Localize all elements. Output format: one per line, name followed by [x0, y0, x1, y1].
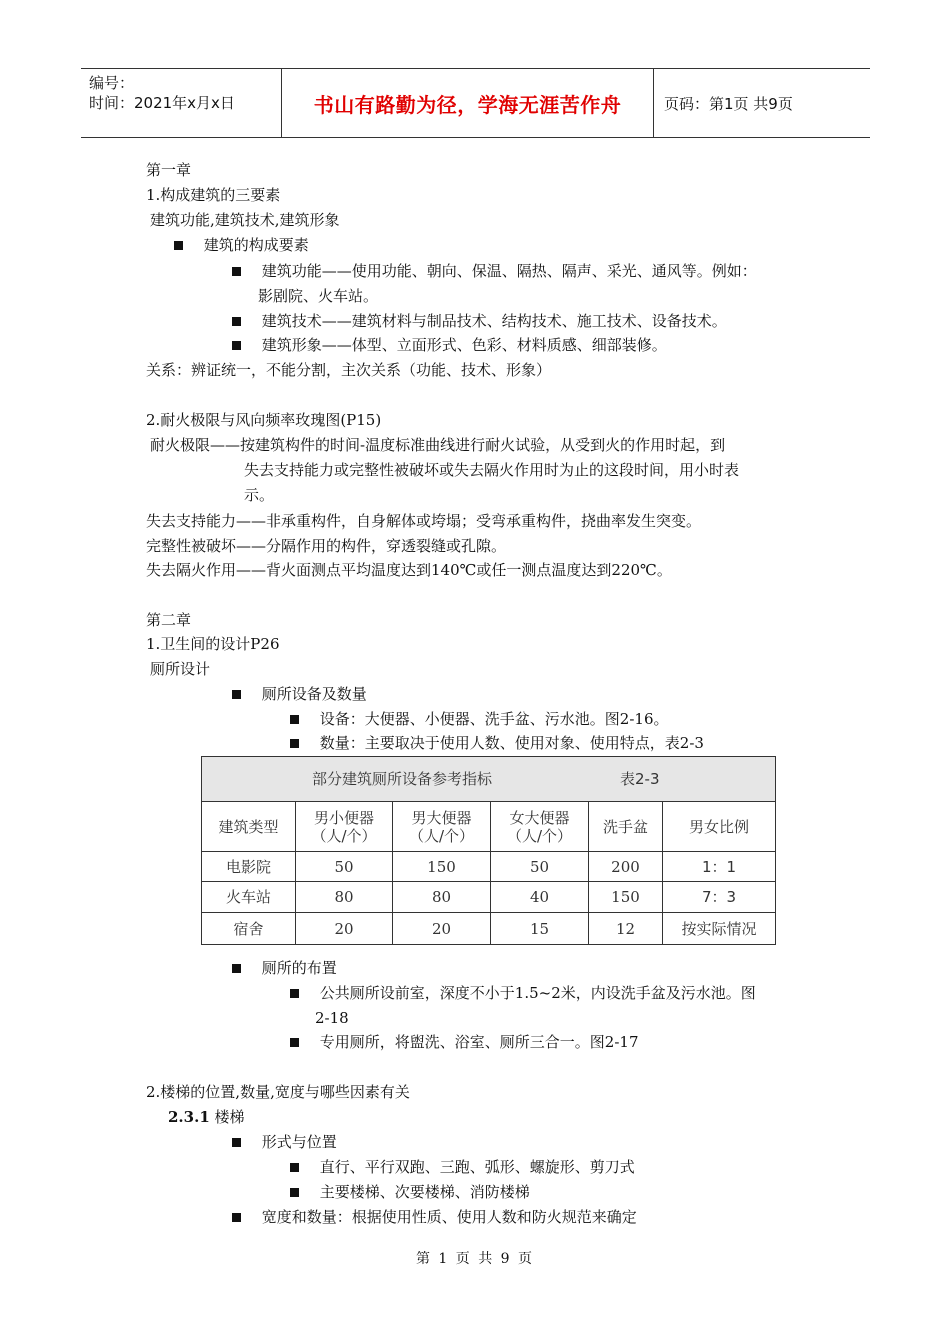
square-bullet-icon [290, 989, 299, 998]
bullet-item [290, 709, 668, 729]
section-heading: 2.楼梯的位置,数量,宽度与哪些因素有关 [146, 1083, 410, 1101]
square-bullet-icon [232, 317, 241, 326]
square-bullet-icon [232, 341, 241, 350]
number-label: 编号： [89, 74, 135, 92]
bullet-item [232, 311, 727, 331]
text-line: 建筑功能,建筑技术,建筑形象 [150, 211, 340, 229]
bullet-item [290, 1032, 638, 1052]
text-line: 影剧院、火车站。 [258, 287, 379, 305]
bullet-text: 建筑的构成要素 [203, 236, 309, 254]
table-header-cell: 男女比例 [688, 817, 749, 836]
square-bullet-icon [290, 739, 299, 748]
bullet-text: 主要楼梯、次要楼梯、消防楼梯 [319, 1183, 530, 1201]
subsection-heading [168, 1107, 245, 1127]
motto-text: 书山有路勤为径，学海无涯苦作舟 [313, 92, 622, 117]
table-header-cell: 男小便器 （人/个） [311, 808, 377, 845]
table-title: 部分建筑厕所设备参考指标 [312, 770, 493, 788]
square-bullet-icon [290, 1038, 299, 1047]
bullet-text: 数量：主要取决于使用人数、使用对象、使用特点，表2-3 [319, 734, 704, 752]
table-cell: 宿舍 [233, 919, 264, 938]
square-bullet-icon [290, 1188, 299, 1197]
square-bullet-icon [290, 1163, 299, 1172]
table-cell: 火车站 [225, 888, 271, 906]
bullet-text: 宽度和数量：根据使用性质、使用人数和防火规范来确定 [261, 1208, 637, 1226]
text-line: 厕所设计 [150, 660, 211, 678]
table-cell: 15 [529, 919, 550, 938]
table-number: 表2-3 [620, 770, 660, 788]
bullet-text: 厕所设备及数量 [261, 685, 367, 703]
bullet-item [232, 261, 757, 281]
square-bullet-icon [232, 964, 241, 973]
table-cell: 20 [334, 919, 354, 938]
table-header-cell: 洗手盆 [602, 817, 648, 836]
text-line: 失去支持能力——非承重构件，自身解体或垮塌；受弯承重构件，挠曲率发生突变。 [146, 512, 702, 530]
text-line: 关系：辨证统一，不能分割，主次关系（功能、技术、形象） [146, 361, 552, 379]
table-cell: 7：3 [701, 888, 737, 906]
table-cell: 20 [431, 919, 452, 938]
page-header [81, 68, 870, 138]
bullet-text: 形式与位置 [261, 1133, 337, 1151]
bullet-item [232, 958, 337, 978]
table-cell: 1：1 [701, 857, 737, 876]
square-bullet-icon [232, 1138, 241, 1147]
toilet-fixtures-table [201, 756, 776, 945]
text-line: 2-18 [315, 1009, 349, 1027]
page-footer: 第 1 页 共 9 页 [415, 1251, 535, 1267]
bullet-text: 建筑形象——体型、立面形式、色彩、材料质感、细部装修。 [261, 336, 667, 354]
table-cell: 按实际情况 [681, 919, 757, 938]
text-line: 耐火极限——按建筑构件的时间-温度标准曲线进行耐火试验，从受到火的作用时起，到 [150, 436, 726, 454]
square-bullet-icon [232, 690, 241, 699]
bullet-item [290, 983, 756, 1003]
table-header-cell: 男大便器 （人/个） [408, 808, 475, 845]
text-line: 失去支持能力或完整性被破坏或失去隔火作用时为止的这段时间，用小时表 [244, 461, 740, 479]
section-heading: 1.卫生间的设计P26 [146, 635, 280, 653]
table-header-cell: 女大便器 （人/个） [506, 808, 573, 845]
section-heading: 1.构成建筑的三要素 [146, 186, 281, 204]
bullet-text: 厕所的布置 [261, 959, 337, 977]
section-heading: 2.耐火极限与风向频率玫瑰图(P15) [146, 411, 382, 429]
page-number-label: 页码：第1页 共9页 [664, 94, 793, 113]
bullet-item [174, 235, 309, 255]
text-line: 失去隔火作用——背火面测点平均温度达到140℃或任一测点温度达到220℃。 [146, 561, 672, 579]
square-bullet-icon [232, 267, 241, 276]
time-label: 时间：2021年x月x日 [89, 94, 235, 112]
subsection-number: 2.3.1 [168, 1108, 210, 1126]
table-cell: 150 [611, 888, 640, 906]
bullet-text: 设备：大便器、小便器、洗手盆、污水池。图2-16。 [319, 710, 669, 728]
bullet-text: 建筑技术——建筑材料与制品技术、结构技术、施工技术、设备技术。 [261, 312, 727, 330]
table-cell: 80 [431, 888, 452, 906]
bullet-item [290, 733, 704, 753]
bullet-text: 公共厕所设前室，深度不小于1.5~2米，内设洗手盆及污水池。图 [319, 984, 756, 1002]
bullet-item [232, 1132, 337, 1152]
table-header-cell: 建筑类型 [218, 817, 279, 836]
square-bullet-icon [232, 1213, 241, 1222]
bullet-item [290, 1157, 635, 1177]
bullet-item [290, 1182, 530, 1202]
subsection-title: 楼梯 [214, 1108, 245, 1126]
header-motto [282, 69, 654, 137]
chapter-1-title: 第一章 [146, 161, 192, 179]
text-line: 完整性被破坏——分隔作用的构件，穿透裂缝或孔隙。 [146, 537, 507, 555]
square-bullet-icon [174, 241, 183, 250]
table-cell: 50 [334, 857, 354, 876]
bullet-item [232, 684, 367, 704]
table-cell: 80 [334, 888, 354, 906]
table-cell: 50 [529, 857, 550, 876]
bullet-item [232, 335, 667, 355]
header-meta [81, 69, 282, 137]
header-page [654, 69, 870, 137]
square-bullet-icon [290, 715, 299, 724]
table-cell: 40 [529, 888, 550, 906]
bullet-item [232, 1207, 637, 1227]
table-cell: 12 [615, 919, 636, 938]
bullet-text: 直行、平行双跑、三跑、弧形、螺旋形、剪刀式 [319, 1158, 635, 1176]
table-cell: 200 [611, 857, 640, 876]
table-cell: 150 [427, 857, 456, 876]
bullet-text: 建筑功能——使用功能、朝向、保温、隔热、隔声、采光、通风等。例如： [261, 262, 757, 280]
bullet-text: 专用厕所，将盥洗、浴室、厕所三合一。图2-17 [319, 1033, 639, 1051]
text-line: 示。 [244, 486, 275, 504]
chapter-2-title: 第二章 [146, 611, 192, 629]
table-cell: 电影院 [225, 857, 271, 876]
table-title-bar [202, 757, 775, 802]
